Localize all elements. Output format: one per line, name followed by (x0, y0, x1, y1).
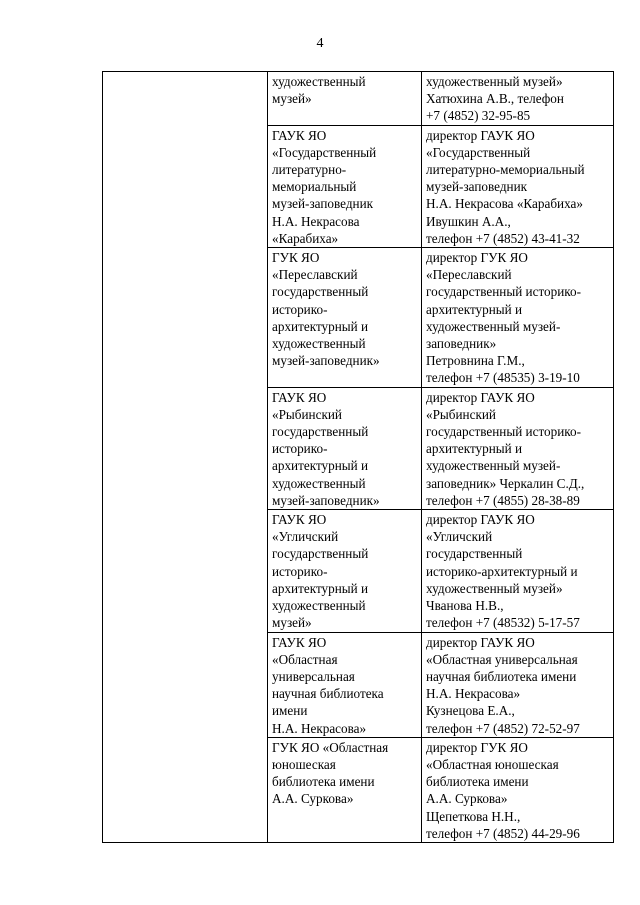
organization-cell: ГАУК ЯО «Областная универсальная научная библиотека имени Н.А. Некрасова» (268, 632, 422, 737)
director-cell: директор ГУК ЯО «Областная юношеская библиотека имени А.А. Суркова» Щепеткова Н.Н., телефон +7 (4852) 44-29-96 (422, 737, 614, 842)
organization-cell: ГАУК ЯО «Рыбинский государственный историко- архитектурный и художественный музей-заповедник» (268, 387, 422, 509)
organization-cell: ГАУК ЯО «Угличский государственный историко- архитектурный и художественный музей» (268, 510, 422, 632)
director-cell: директор ГАУК ЯО «Рыбинский государственный историко- архитектурный и художественный музей- заповедник» Черкалин С.Д., телефон +7 (4855) 28-38-89 (422, 387, 614, 509)
director-cell: директор ГАУК ЯО «Областная универсальная научная библиотека имени Н.А. Некрасова» Кузнецова Е.А., телефон +7 (4852) 72-52-97 (422, 632, 614, 737)
organization-cell: ГАУК ЯО «Государственный литературно- мемориальный музей-заповедник Н.А. Некрасова «Карабиха» (268, 125, 422, 247)
table-body (103, 72, 614, 843)
empty-cell (103, 72, 268, 843)
director-cell: художественный музей» Хатюхина А.В., телефон +7 (4852) 32-95-85 (422, 72, 614, 126)
organization-cell: художественный музей» (268, 72, 422, 126)
organization-cell: ГУК ЯО «Переславский государственный историко- архитектурный и художественный музей-заповедник» (268, 248, 422, 388)
director-cell: директор ГАУК ЯО «Угличский государственный историко-архитектурный и художественный музей» Чванова Н.В., телефон +7 (48532) 5-17-57 (422, 510, 614, 632)
director-cell: директор ГАУК ЯО «Государственный литературно-мемориальный музей-заповедник Н.А. Некрасова «Карабиха» Ивушкин А.А., телефон +7 (4852) 43-41-32 (422, 125, 614, 247)
institutions-table (102, 71, 614, 843)
page-number: 4 (316, 36, 324, 51)
director-cell: директор ГУК ЯО «Переславский государственный историко- архитектурный и художественный музей- заповедник» Петровнина Г.М., телефон +7 (48535) 3-19-10 (422, 248, 614, 388)
organization-cell: ГУК ЯО «Областная юношеская библиотека имени А.А. Суркова» (268, 737, 422, 842)
table-row (103, 72, 614, 126)
